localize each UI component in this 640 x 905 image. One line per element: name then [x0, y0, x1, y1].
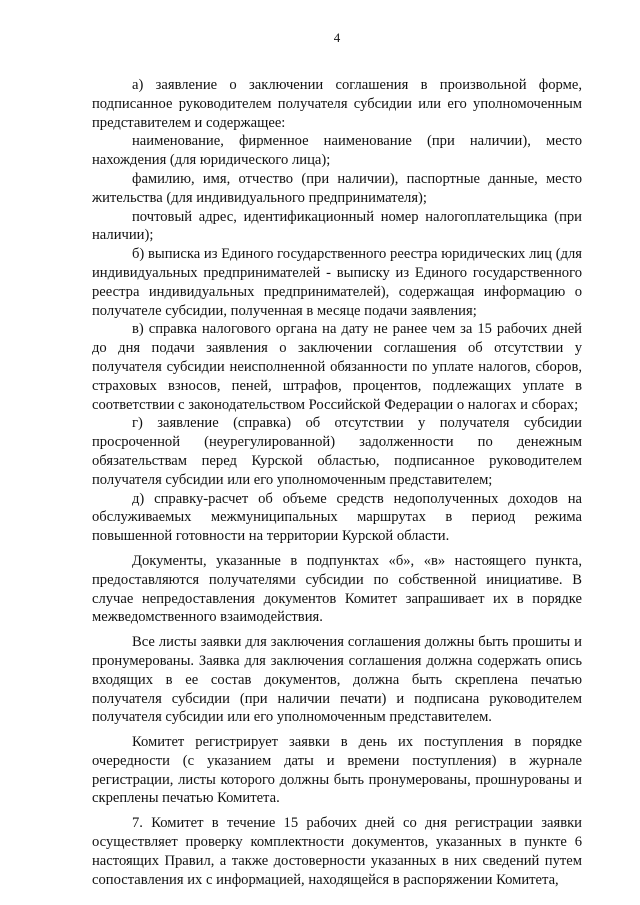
paragraph-v: в) справка налогового органа на дату не ранее чем за 15 рабочих дней до дня подачи заявления о заключении соглашения об отсутствии у получателя субсидии неисполненной обязанности по уплате налогов, сборов, страховых взносов, пеней, штрафов, процентов, подлежащих уплате в соответствии с законодательством Российской Федерации о налогах и сборах; — [92, 321, 582, 413]
paragraph-name: наименование, фирменное наименование (при наличии), место нахождения (для юридического лица); — [92, 133, 582, 169]
paragraph-a: а) заявление о заключении соглашения в произвольной форме, подписанное руководителем получателя субсидии или его уполномоченным представителем и содержащее: — [92, 77, 582, 131]
paragraph-d: д) справку-расчет об объеме средств недополученных доходов на обслуживаемых межмуниципальных маршрутах в период режима повышенной готовности на территории Курской области. — [92, 490, 582, 545]
paragraph-fio: фамилию, имя, отчество (при наличии), паспортные данные, место жительства (для индивидуального предпринимателя); — [92, 170, 582, 206]
paragraph-sheets: Все листы заявки для заключения соглашения должны быть прошиты и пронумерованы. Заявка для заключения соглашения должна содержать опись входящих в ее состав документов, должна быть скреплена печатью получателя субсидии (при наличии печати) и подписана руководителем получателя субсидии или его уполномоченным представителем. — [92, 634, 582, 726]
page-number: 4 — [333, 30, 341, 45]
paragraph-registration: Комитет регистрирует заявки в день их поступления в порядке очередности (с указанием даты и времени поступления) в журнале регистрации, листы которого должны быть пронумерованы, прошнурованы и скреплены печатью Комитета. — [92, 734, 582, 807]
paragraph-g: г) заявление (справка) об отсутствии у получателя субсидии просроченной (неурегулированной) задолженности по денежным обязательствам перед Курской областью, подписанное руководителем получателя субсидии или его уполномоченным представителем; — [92, 415, 582, 488]
paragraph-7: 7. Комитет в течение 15 рабочих дней со дня регистрации заявки осуществляет проверку комплектности документов, указанных в пункте 6 настоящих Правил, а также достоверности указанных в них сведений путем сопоставления их с информацией, находящейся в распоряжении Комитета, — [92, 815, 582, 888]
paragraph-address: почтовый адрес, идентификационный номер налогоплательщика (при наличии); — [92, 208, 582, 244]
paragraph-documents: Документы, указанные в подпунктах «б», «в» настоящего пункта, предоставляются получателями субсидии по собственной инициативе. В случае непредоставления документов Комитет запрашивает их в порядке межведомственного взаимодействия. — [92, 552, 582, 626]
paragraph-b: б) выписка из Единого государственного реестра юридических лиц (для индивидуальных предпринимателей - выписку из Единого государственного реестра индивидуальных предпринимателей), содержащая информацию о получателе субсидии, полученная в месяце подачи заявления; — [92, 246, 582, 319]
